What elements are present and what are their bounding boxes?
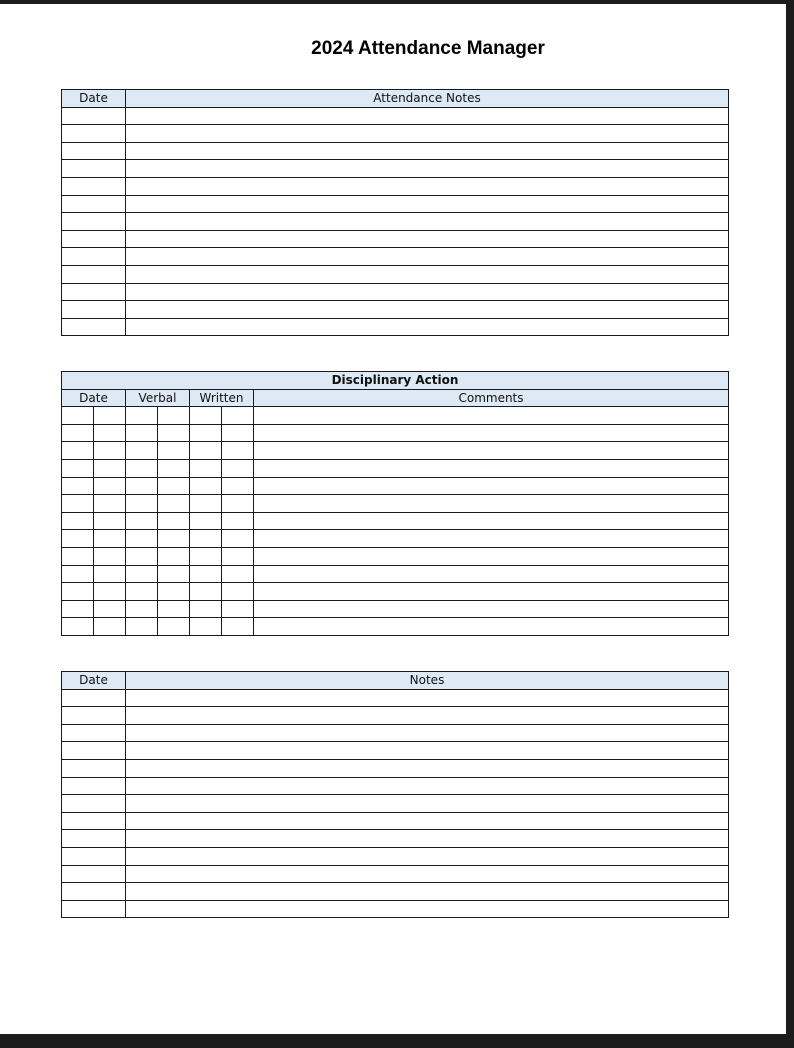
column-header-notes: Notes: [126, 672, 729, 690]
written-cell[interactable]: [190, 547, 222, 565]
column-header-date: Date: [62, 90, 126, 108]
date-cell[interactable]: [62, 565, 94, 583]
written-cell[interactable]: [190, 600, 222, 618]
date-cell[interactable]: [62, 547, 94, 565]
page-title: 2024 Attendance Manager: [311, 38, 545, 59]
comments-cell[interactable]: [254, 618, 729, 636]
verbal-cell[interactable]: [158, 565, 190, 583]
date-cell[interactable]: [94, 424, 126, 442]
table-header-row: [62, 90, 729, 108]
date-cell[interactable]: [62, 283, 126, 301]
date-cell[interactable]: [62, 830, 126, 848]
written-cell[interactable]: [222, 547, 254, 565]
table-row: [62, 283, 729, 301]
verbal-cell[interactable]: [126, 530, 158, 548]
table-row: [62, 742, 729, 760]
table-row: [62, 477, 729, 495]
written-cell[interactable]: [190, 495, 222, 513]
verbal-cell[interactable]: [126, 477, 158, 495]
table-row: [62, 213, 729, 231]
notes-cell[interactable]: [126, 724, 729, 742]
notes-cell[interactable]: [126, 865, 729, 883]
table-row: [62, 565, 729, 583]
notes-cell[interactable]: [126, 742, 729, 760]
comments-cell[interactable]: [254, 512, 729, 530]
date-cell[interactable]: [62, 424, 94, 442]
comments-cell[interactable]: [254, 565, 729, 583]
date-cell[interactable]: [62, 318, 126, 336]
attendance-notes-cell[interactable]: [126, 248, 729, 266]
written-cell[interactable]: [190, 459, 222, 477]
date-cell[interactable]: [94, 565, 126, 583]
date-cell[interactable]: [62, 618, 94, 636]
verbal-cell[interactable]: [158, 477, 190, 495]
date-cell[interactable]: [62, 512, 94, 530]
table-row: [62, 865, 729, 883]
notes-cell[interactable]: [126, 707, 729, 725]
verbal-cell[interactable]: [126, 547, 158, 565]
attendance-notes-cell[interactable]: [126, 301, 729, 319]
written-cell[interactable]: [190, 512, 222, 530]
written-cell[interactable]: [190, 442, 222, 460]
table-row: [62, 318, 729, 336]
date-cell[interactable]: [62, 759, 126, 777]
attendance-notes-cell[interactable]: [126, 213, 729, 231]
date-cell[interactable]: [62, 177, 126, 195]
comments-cell[interactable]: [254, 424, 729, 442]
verbal-cell[interactable]: [126, 495, 158, 513]
date-cell[interactable]: [62, 495, 94, 513]
comments-cell[interactable]: [254, 442, 729, 460]
comments-cell[interactable]: [254, 407, 729, 425]
table-row: [62, 230, 729, 248]
column-header-attendance-notes: Attendance Notes: [126, 90, 729, 108]
table-row: [62, 160, 729, 178]
disciplinary-action-table: [61, 371, 729, 636]
table-row: [62, 442, 729, 460]
table-row: [62, 847, 729, 865]
written-cell[interactable]: [222, 407, 254, 425]
date-cell[interactable]: [62, 689, 126, 707]
written-cell[interactable]: [222, 459, 254, 477]
date-cell[interactable]: [62, 724, 126, 742]
verbal-cell[interactable]: [158, 530, 190, 548]
written-cell[interactable]: [190, 530, 222, 548]
date-cell[interactable]: [62, 600, 94, 618]
date-cell[interactable]: [62, 777, 126, 795]
date-cell[interactable]: [94, 495, 126, 513]
date-cell[interactable]: [62, 707, 126, 725]
notes-cell[interactable]: [126, 900, 729, 918]
date-cell[interactable]: [62, 795, 126, 813]
table-row: [62, 724, 729, 742]
notes-cell[interactable]: [126, 830, 729, 848]
table-row: [62, 583, 729, 601]
verbal-cell[interactable]: [126, 618, 158, 636]
written-cell[interactable]: [190, 618, 222, 636]
notes-cell[interactable]: [126, 883, 729, 901]
date-cell[interactable]: [62, 900, 126, 918]
table-row: [62, 125, 729, 143]
attendance-notes-table: [61, 89, 729, 336]
column-header-date: Date: [62, 389, 126, 407]
date-cell[interactable]: [62, 107, 126, 125]
verbal-cell[interactable]: [126, 583, 158, 601]
verbal-cell[interactable]: [158, 583, 190, 601]
table-row: [62, 883, 729, 901]
notes-cell[interactable]: [126, 689, 729, 707]
written-cell[interactable]: [190, 477, 222, 495]
written-cell[interactable]: [222, 530, 254, 548]
table-row: [62, 900, 729, 918]
table-row: [62, 248, 729, 266]
date-cell[interactable]: [62, 530, 94, 548]
table-header-row: [62, 389, 729, 407]
attendance-notes-cell[interactable]: [126, 125, 729, 143]
table-row: [62, 600, 729, 618]
comments-cell[interactable]: [254, 495, 729, 513]
date-cell[interactable]: [94, 442, 126, 460]
written-cell[interactable]: [222, 600, 254, 618]
table-row: [62, 265, 729, 283]
verbal-cell[interactable]: [126, 600, 158, 618]
date-cell[interactable]: [94, 459, 126, 477]
attendance-notes-cell[interactable]: [126, 107, 729, 125]
date-cell[interactable]: [62, 865, 126, 883]
notes-cell[interactable]: [126, 759, 729, 777]
verbal-cell[interactable]: [126, 407, 158, 425]
written-cell[interactable]: [190, 407, 222, 425]
verbal-cell[interactable]: [126, 442, 158, 460]
verbal-cell[interactable]: [126, 565, 158, 583]
notes-cell[interactable]: [126, 777, 729, 795]
written-cell[interactable]: [222, 495, 254, 513]
date-cell[interactable]: [62, 230, 126, 248]
attendance-notes-cell[interactable]: [126, 265, 729, 283]
verbal-cell[interactable]: [158, 407, 190, 425]
date-cell[interactable]: [62, 213, 126, 231]
table-row: [62, 407, 729, 425]
written-cell[interactable]: [222, 618, 254, 636]
table-row: [62, 689, 729, 707]
table-row: [62, 830, 729, 848]
attendance-notes-cell[interactable]: [126, 283, 729, 301]
verbal-cell[interactable]: [158, 512, 190, 530]
written-cell[interactable]: [190, 583, 222, 601]
section-title-disciplinary-action: Disciplinary Action: [62, 372, 729, 390]
date-cell[interactable]: [62, 407, 94, 425]
date-cell[interactable]: [62, 142, 126, 160]
date-cell[interactable]: [62, 301, 126, 319]
written-cell[interactable]: [190, 565, 222, 583]
attendance-notes-cell[interactable]: [126, 318, 729, 336]
table-row: [62, 759, 729, 777]
column-header-comments: Comments: [254, 389, 729, 407]
column-header-date: Date: [62, 672, 126, 690]
verbal-cell[interactable]: [158, 495, 190, 513]
attendance-notes-cell[interactable]: [126, 230, 729, 248]
table-row: [62, 512, 729, 530]
date-cell[interactable]: [62, 442, 94, 460]
notes-cell[interactable]: [126, 795, 729, 813]
table-row: [62, 459, 729, 477]
date-cell[interactable]: [94, 583, 126, 601]
date-cell[interactable]: [62, 742, 126, 760]
attendance-notes-cell[interactable]: [126, 177, 729, 195]
notes-cell[interactable]: [126, 847, 729, 865]
written-cell[interactable]: [222, 512, 254, 530]
table-row: [62, 301, 729, 319]
verbal-cell[interactable]: [158, 442, 190, 460]
table-row: [62, 142, 729, 160]
comments-cell[interactable]: [254, 600, 729, 618]
date-cell[interactable]: [62, 265, 126, 283]
written-cell[interactable]: [222, 477, 254, 495]
date-cell[interactable]: [62, 125, 126, 143]
notes-table: [61, 671, 729, 918]
verbal-cell[interactable]: [158, 600, 190, 618]
comments-cell[interactable]: [254, 459, 729, 477]
verbal-cell[interactable]: [158, 459, 190, 477]
date-cell[interactable]: [62, 847, 126, 865]
written-cell[interactable]: [190, 424, 222, 442]
comments-cell[interactable]: [254, 547, 729, 565]
table-header-row: [62, 672, 729, 690]
table-row: [62, 107, 729, 125]
table-row: [62, 618, 729, 636]
table-row: [62, 707, 729, 725]
verbal-cell[interactable]: [158, 424, 190, 442]
comments-cell[interactable]: [254, 477, 729, 495]
verbal-cell[interactable]: [126, 424, 158, 442]
date-cell[interactable]: [94, 512, 126, 530]
column-header-written: Written: [190, 389, 254, 407]
date-cell[interactable]: [62, 477, 94, 495]
attendance-notes-cell[interactable]: [126, 195, 729, 213]
table-row: [62, 195, 729, 213]
comments-cell[interactable]: [254, 583, 729, 601]
table-section-row: [62, 372, 729, 390]
notes-cell[interactable]: [126, 812, 729, 830]
written-cell[interactable]: [222, 565, 254, 583]
written-cell[interactable]: [222, 442, 254, 460]
table-row: [62, 547, 729, 565]
date-cell[interactable]: [94, 530, 126, 548]
date-cell[interactable]: [62, 195, 126, 213]
date-cell[interactable]: [94, 618, 126, 636]
date-cell[interactable]: [94, 600, 126, 618]
date-cell[interactable]: [94, 547, 126, 565]
date-cell[interactable]: [94, 407, 126, 425]
date-cell[interactable]: [94, 477, 126, 495]
comments-cell[interactable]: [254, 530, 729, 548]
attendance-notes-cell[interactable]: [126, 142, 729, 160]
table-row: [62, 177, 729, 195]
table-row: [62, 795, 729, 813]
date-cell[interactable]: [62, 812, 126, 830]
date-cell[interactable]: [62, 583, 94, 601]
verbal-cell[interactable]: [158, 547, 190, 565]
date-cell[interactable]: [62, 459, 94, 477]
date-cell[interactable]: [62, 883, 126, 901]
verbal-cell[interactable]: [126, 459, 158, 477]
written-cell[interactable]: [222, 583, 254, 601]
verbal-cell[interactable]: [126, 512, 158, 530]
column-header-verbal: Verbal: [126, 389, 190, 407]
date-cell[interactable]: [62, 248, 126, 266]
table-row: [62, 495, 729, 513]
written-cell[interactable]: [222, 424, 254, 442]
date-cell[interactable]: [62, 160, 126, 178]
table-row: [62, 424, 729, 442]
attendance-notes-cell[interactable]: [126, 160, 729, 178]
verbal-cell[interactable]: [158, 618, 190, 636]
table-row: [62, 777, 729, 795]
table-row: [62, 812, 729, 830]
table-row: [62, 530, 729, 548]
